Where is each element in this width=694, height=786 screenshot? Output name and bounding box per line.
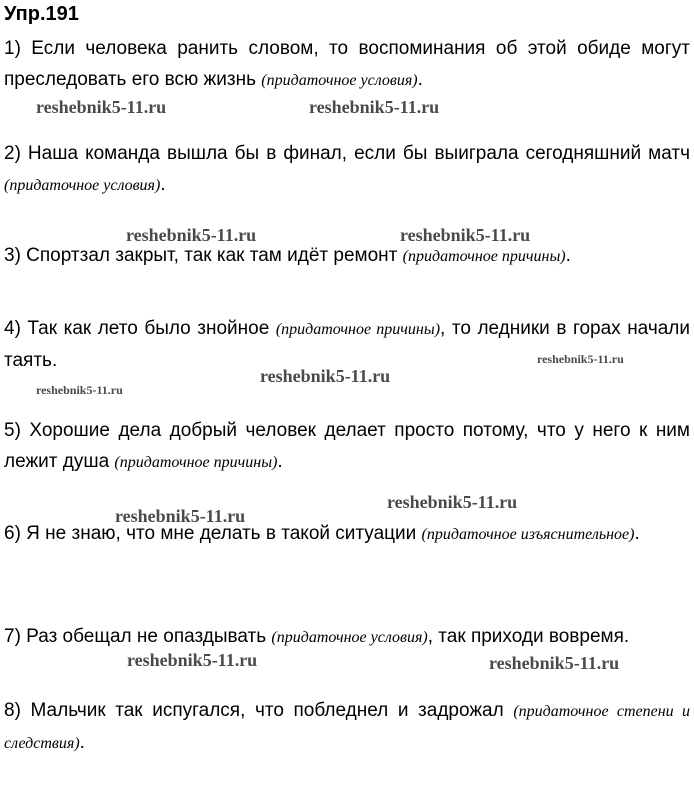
sentence-end: . [277,451,283,472]
sentence-end: . [634,523,640,544]
clause-type-note: (придаточное причины) [114,454,278,471]
sentence-6 [4,518,690,550]
clause-type-note: (придаточное изъяснительное) [421,526,635,543]
sentence-text: 7) Раз обещал не опаздывать [4,626,272,647]
sentence-2 [4,138,690,201]
sentence-end: . [160,174,166,195]
sentence-text: 1) Если человека ранить словом, то воспоминания об этой обиде могут преследовать его всю жизнь [4,38,690,90]
sentence-3 [4,240,690,272]
sentence-end: . [79,732,85,753]
sentence-text: 6) Я не знаю, что мне делать в такой ситуации [4,523,422,544]
watermark: reshebnik5-11.ru [36,383,123,397]
sentence-text: 5) Хорошие дела добрый человек делает просто потому, что у него к ним лежит душа [4,420,690,472]
watermark: reshebnik5-11.ru [115,506,246,526]
sentence-8 [4,695,690,759]
sentence-1 [4,33,690,96]
sentence-5 [4,415,690,478]
watermark: reshebnik5-11.ru [309,97,440,117]
watermark: reshebnik5-11.ru [537,352,624,366]
sentence-text: 4) Так как лето было знойное [4,318,276,339]
watermark: reshebnik5-11.ru [387,492,518,512]
clause-type-note: (придаточное условия) [271,629,428,646]
sentence-text: 2) Наша команда вышла бы в финал, если бы выиграла сегодняшний матч [4,143,690,164]
watermark: reshebnik5-11.ru [489,653,620,673]
clause-type-note: (придаточное условия) [4,177,161,194]
clause-type-note: (придаточное причины) [402,248,566,265]
sentence-text: 8) Мальчик так испугался, что побледнел и задрожал [4,700,514,721]
watermark: reshebnik5-11.ru [127,650,258,670]
clause-type-note: (придаточное условия) [261,72,418,89]
sentence-end: . [417,69,423,90]
watermark: reshebnik5-11.ru [126,225,257,245]
watermark: reshebnik5-11.ru [400,225,531,245]
clause-type-note: (придаточное степени и следствия) [4,703,690,752]
sentence-end: , так приходи вовремя. [427,626,630,647]
watermark: reshebnik5-11.ru [36,97,167,117]
sentence-end: , то ледники в горах начали таять. [4,318,691,371]
sentence-end: . [565,245,571,266]
clause-type-note: (придаточное причины) [275,321,441,338]
sentence-7 [4,621,690,653]
exercise-title: Упр.191 [4,3,79,25]
sentence-text: 3) Спортзал закрыт, так как там идёт ремонт [4,245,403,266]
watermark: reshebnik5-11.ru [260,366,391,386]
